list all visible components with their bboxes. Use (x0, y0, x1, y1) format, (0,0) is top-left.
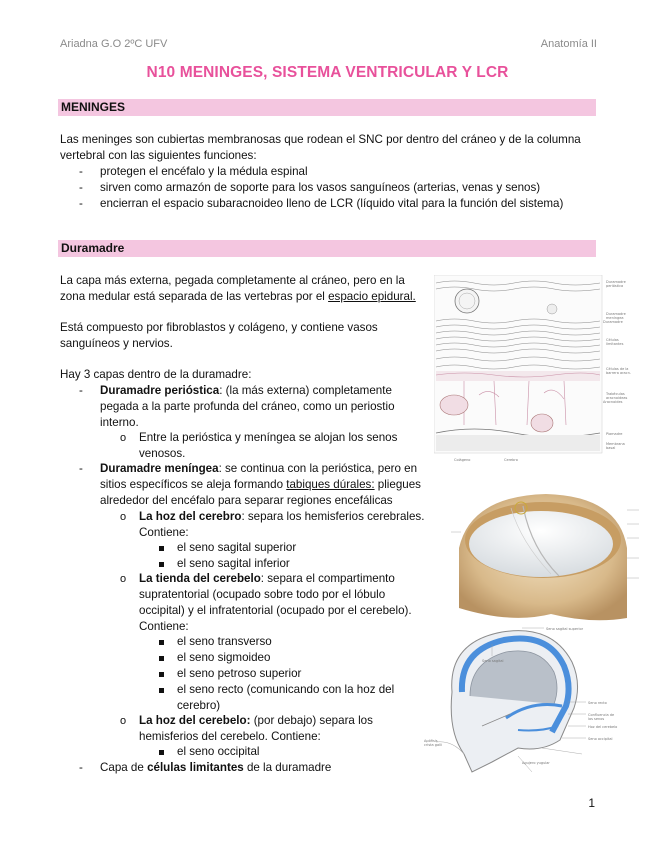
square-bullet (159, 688, 164, 693)
svg-text:Confluencia de: Confluencia de (588, 713, 615, 717)
svg-text:Células: Células (606, 338, 619, 342)
square-bullet (159, 750, 164, 755)
list-item: el seno sigmoideo (177, 651, 271, 664)
hoz-cerebelo-line2: hemisferios del cerebelo. Contiene: (139, 730, 321, 743)
hoz-cerebro-line1: La hoz del cerebro: separa los hemisferios cerebrales. (139, 510, 425, 523)
list-item: el seno occipital (177, 745, 260, 758)
svg-text:Colágeno: Colágeno (454, 458, 471, 462)
circle-bullet: o (120, 715, 127, 727)
square-bullet (159, 562, 164, 567)
svg-text:Células de la: Células de la (606, 367, 629, 371)
svg-text:Duramadre: Duramadre (603, 320, 623, 324)
meningea-line1: Duramadre meníngea: se continua con la perióstica, pero en (100, 462, 418, 475)
list-dash: - (79, 761, 83, 774)
svg-text:Seno occipital: Seno occipital (588, 737, 613, 741)
list-item-continuation: cerebro) (177, 699, 221, 712)
svg-text:Agujero yugular: Agujero yugular (522, 761, 550, 765)
svg-text:Membrana: Membrana (606, 442, 625, 446)
dura-p1-line1: La capa más externa, pegada completamente al cráneo, pero en la (60, 274, 405, 287)
list-item: el seno sagital superior (177, 541, 297, 554)
meninges-intro-line1: Las meninges son cubiertas membranosas que rodean el SNC por dentro del cráneo y de la columna (60, 133, 581, 146)
svg-text:Seno sagital superior: Seno sagital superior (546, 627, 584, 631)
square-bullet (159, 640, 164, 645)
list-dash: - (79, 462, 83, 475)
senos-line2: venosos. (139, 447, 186, 460)
svg-text:barrera aracn.: barrera aracn. (606, 371, 631, 375)
tienda-line3: occipital) y el infratentorial (ocupado por el cerebelo). (139, 604, 412, 617)
periostica-line2: pegada a la parte profunda del cráneo, como un periostio (100, 400, 395, 413)
dura-p2-line2: sanguíneos y nervios. (60, 337, 173, 350)
page-number: 1 (588, 796, 595, 810)
svg-text:limitantes: limitantes (606, 342, 624, 346)
section-heading-duramadre: Duramadre (58, 240, 596, 257)
circle-bullet: o (120, 573, 127, 585)
svg-text:Duramadre: Duramadre (606, 312, 626, 316)
square-bullet (159, 656, 164, 661)
tabiques-durales-term: tabiques dúrales: (286, 478, 375, 491)
svg-text:Cerebro: Cerebro (504, 458, 518, 462)
periostica-line3: interno. (100, 416, 139, 429)
tienda-contiene: Contiene: (139, 620, 189, 633)
square-bullet (159, 546, 164, 551)
meningea-line2: sitios específicos se aleja formando tabiques dúrales: pliegues (100, 478, 421, 491)
periostica-line1: Duramadre perióstica: (la más externa) completamente (100, 384, 392, 397)
list-dash: - (79, 165, 83, 178)
hoz-cerebro-contiene: Contiene: (139, 526, 189, 539)
list-item: sirven como armazón de soporte para los vasos sanguíneos (arterias, venas y senos) (100, 181, 541, 194)
list-dash: - (79, 384, 83, 397)
svg-text:Hoz del cerebelo: Hoz del cerebelo (588, 725, 618, 729)
list-item: encierran el espacio subaracnoideo lleno de LCR (líquido vital para la función del sistema) (100, 197, 564, 210)
meninges-intro-line2: vertebral con las siguientes funciones: (60, 149, 257, 162)
espacio-epidural-term: espacio epidural. (328, 290, 416, 303)
tienda-line1: La tienda del cerebelo: separa el compartimento (139, 572, 395, 585)
svg-text:Apófisis: Apófisis (424, 739, 438, 743)
header-subject: Anatomía II (540, 38, 597, 50)
list-item: el seno petroso superior (177, 667, 302, 680)
limitantes-line: Capa de células limitantes de la duramadre (100, 761, 332, 774)
list-dash: - (79, 197, 83, 210)
dural-sinuses-figure (422, 622, 640, 794)
svg-text:perióstica: perióstica (606, 284, 624, 288)
list-item: el seno sagital inferior (177, 557, 290, 570)
header-author: Ariadna G.O 2ºC UFV (60, 38, 168, 50)
senos-line1: Entre la perióstica y meníngea se alojan los senos (139, 431, 398, 444)
list-item: el seno transverso (177, 635, 272, 648)
page-title: N10 MENINGES, SISTEMA VENTRICULAR Y LCR (146, 64, 509, 81)
circle-bullet: o (120, 432, 127, 444)
svg-text:basal: basal (606, 446, 616, 450)
svg-text:meníngea: meníngea (606, 316, 624, 320)
hoz-cerebelo-line1: La hoz del cerebelo: (por debajo) separa los (139, 714, 373, 727)
dura-p3: Hay 3 capas dentro de la duramadre: (60, 368, 252, 381)
svg-text:aracnoideas: aracnoideas (606, 396, 628, 400)
svg-text:Trabéculas: Trabéculas (606, 392, 625, 396)
list-dash: - (79, 181, 83, 194)
dura-p2-line1: Está compuesto por fibroblastos y colágeno, y contiene vasos (60, 321, 378, 334)
svg-text:crista galli: crista galli (424, 743, 443, 747)
svg-text:Seno recto: Seno recto (588, 701, 607, 705)
tienda-line2: supratentorial (ocupado sobre todo por el lóbulo (139, 588, 386, 601)
square-bullet (159, 672, 164, 677)
meningea-line3: alrededor del encéfalo para separar regiones encefálicas (100, 494, 393, 507)
svg-text:los senos: los senos (588, 717, 605, 721)
section-heading-meninges: MENINGES (58, 99, 596, 116)
svg-text:Seno sagital: Seno sagital (482, 659, 504, 663)
list-item: el seno recto (comunicando con la hoz del (177, 683, 395, 696)
svg-text:Duramadre: Duramadre (606, 280, 626, 284)
list-item: protegen el encéfalo y la médula espinal (100, 165, 308, 178)
dura-p1-line2: zona medular está separada de las vertebras por el espacio epidural. (60, 290, 416, 303)
svg-text:Piamadre: Piamadre (606, 432, 623, 436)
svg-text:Aracnoides: Aracnoides (603, 400, 623, 404)
circle-bullet: o (120, 511, 127, 523)
meninges-region-labels (599, 318, 639, 408)
falx-cerebri-illustration (451, 488, 641, 626)
